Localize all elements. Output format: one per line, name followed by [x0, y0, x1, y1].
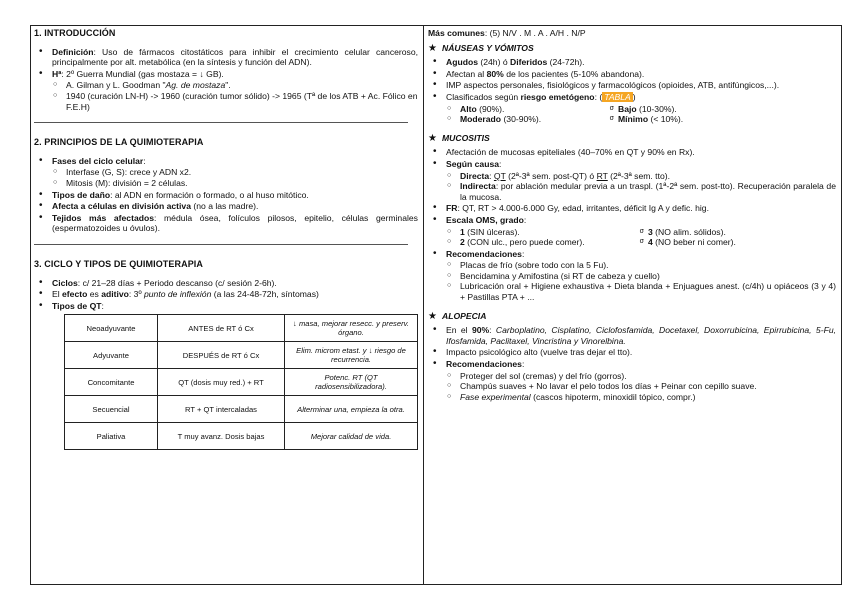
- mas-comunes: Más comunes: (5) N/V . M . A . A/H . N/P: [428, 28, 586, 38]
- list-item: • Tipos de QT:: [34, 301, 418, 312]
- list-item: ○ Lubricación oral + Higiene exhaustiva + Dieta blanda + Enjuagues anest. (c/4h) u opiáceos (3 y 4) + Pastillas PTA + ...: [446, 281, 836, 302]
- list-item: • Afectación de mucosas epiteliales (40–70% en QT y 90% en Rx).: [428, 147, 836, 158]
- tabla-tag: TABLA: [604, 91, 631, 102]
- list-item: • Definición: Uso de fármacos citostáticos para inhibir el crecimiento celular canceroso, principalmente por alt. metabólica (en la síntesis y función del ADN).: [34, 47, 418, 68]
- sigma-icon: σ: [609, 104, 614, 112]
- table-cell: Paliativa: [65, 423, 158, 450]
- table-row: [65, 423, 418, 450]
- mucositis-list: [428, 147, 836, 302]
- list-item: ○ 1940 (curación LN-H) -> 1960 (curación tumor sólido) -> 1965 (Tª de los ATB + Ac. Fólico en F.E.H): [52, 91, 418, 112]
- list-item: • Tipos de daño: al ADN en formación o formado, o al huso mitótico.: [34, 190, 418, 201]
- list-item: ○ Champús suaves + No lavar el pelo todos los días + Peinar con cepillo suave.: [446, 381, 836, 392]
- section-ciclo-tipos: [34, 259, 418, 450]
- section-title: 3. CICLO Y TIPOS DE QUIMIOTERAPIA: [34, 258, 203, 269]
- section-introduccion: [34, 28, 418, 112]
- table-cell: RT + QT intercaladas: [158, 396, 285, 423]
- table-cell: Neoadyuvante: [65, 315, 158, 342]
- table-cell: DESPUÉS de RT ó Cx: [158, 342, 285, 369]
- list-item: ○ Mitosis (M): división = 2 células.: [52, 178, 418, 189]
- list-item: ○ 1 (SIN úlceras). σ 3 (NO alim. sólidos).: [446, 227, 836, 238]
- list-item: • Afectan al 80% de los pacientes (5-10% abandona).: [428, 69, 836, 80]
- heading-nauseas: ★ NÁUSEAS Y VÓMITOS: [428, 42, 534, 54]
- list-item: • Recomendaciones: ○ Proteger del sol (cremas) y del frío (gorros). ○ Champús suaves + No lavar el pelo todos los días + Peinar con cepillo suave. ○ Fase experimental (cascos hipoterm, minoxidil tópico, compr.): [428, 359, 836, 402]
- table-row: [65, 369, 418, 396]
- sigma-icon: σ: [639, 227, 644, 235]
- list-item: • Ciclos: c/ 21–28 días + Periodo descanso (c/ sesión 2-6h).: [34, 278, 418, 289]
- list-item: ○ Fase experimental (cascos hipoterm, minoxidil tópico, compr.): [446, 392, 836, 403]
- sigma-icon: σ: [639, 238, 644, 246]
- list-item: • El efecto es aditivo: 3º punto de inflexión (a las 24-48-72h, síntomas): [34, 289, 418, 300]
- list-item: • Afecta a células en división activa (no a las madre).: [34, 201, 418, 212]
- column-divider: [423, 25, 424, 585]
- list-item: • Según causa: ○ Directa: QT (2ª-3ª sem. post-QT) ó RT (2ª-3ª sem. tto). ○ Indirecta: por ablación medular previa a un traspl. (1ª-2ª sem. post-tto). Recuperación paralela de la mucosa.: [428, 159, 836, 202]
- list-item: ○ Placas de frío (sobre todo con la 5 Fu).: [446, 260, 836, 271]
- table-cell: Secuencial: [65, 396, 158, 423]
- section-title: 2. PRINCIPIOS DE LA QUIMIOTERAPIA: [34, 137, 204, 148]
- table-cell: Alterminar una, empieza la otra.: [285, 396, 418, 423]
- table-cell: Adyuvante: [65, 342, 158, 369]
- alopecia-list: [428, 325, 836, 402]
- table-cell: Elim. microm etast. y ↓ riesgo de recurrencia.: [285, 342, 418, 369]
- star-icon: ★: [428, 132, 437, 144]
- table-cell: T muy avanz. Dosis bajas: [158, 423, 285, 450]
- list-item: • Agudos (24h) ó Diferidos (24-72h).: [428, 57, 836, 68]
- nauseas-list: [428, 57, 836, 125]
- divider-line: [34, 244, 408, 245]
- list-item: • Tejidos más afectados: médula ósea, folículos pilosos, epitelio, células germinales (espermatozoides u óvulos).: [34, 213, 418, 234]
- table-cell: Potenc. RT (QT radiosensibilizadora).: [285, 369, 418, 396]
- list-item: • Impacto psicológico alto (vuelve tras dejar el tto).: [428, 347, 836, 358]
- section-title: 1. INTRODUCCIÓN: [34, 28, 116, 38]
- table-row: [65, 396, 418, 423]
- divider-line: [34, 122, 408, 123]
- list-item: • FR: QT, RT > 4.000-6.000 Gy, edad, irritantes, déficit Ig A y defic. hig.: [428, 203, 836, 214]
- star-icon: ★: [428, 310, 437, 322]
- left-column: [34, 28, 418, 458]
- qt-types-table: [64, 314, 418, 450]
- list-item: ○ Alto (90%). σ Bajo (10-30%).: [446, 104, 836, 115]
- list-item: ○ Directa: QT (2ª-3ª sem. post-QT) ó RT (2ª-3ª sem. tto).: [446, 171, 836, 182]
- sigma-icon: σ: [609, 115, 614, 123]
- list-item: ○ Indirecta: por ablación medular previa a un traspl. (1ª-2ª sem. post-tto). Recuperación paralela de la mucosa.: [446, 181, 836, 202]
- list-item: ○ Interfase (G, S): crece y ADN x2.: [52, 167, 418, 178]
- list-item: • En el 90%: Carboplatino, Cisplatino, Ciclofosfamida, Docetaxel, Doxorrubicina, Epirrubicina, 5-Fu, Ifosfamida, Paclitaxel, Vincristina y Vinorelbina.: [428, 325, 836, 346]
- section-principios: [34, 137, 418, 234]
- right-column: [428, 28, 836, 403]
- heading-mucositis: ★ MUCOSITIS: [428, 132, 490, 144]
- list-item: • IMP aspectos personales, fisiológicos y farmacológicos (opioides, ATB, antifúngicos,...).: [428, 80, 836, 91]
- table-cell: ANTES de RT ó Cx: [158, 315, 285, 342]
- list-item: • Recomendaciones: ○ Placas de frío (sobre todo con la 5 Fu). ○ Bencidamina y Amifostina (si RT de cabeza y cuello) ○ Lubricación oral + Higiene exhaustiva + Dieta blanda + Enjuagues anest. (c/4h) u opiáceos (3 y 4) + Pastillas PTA + ...: [428, 249, 836, 303]
- list-item: ○ A. Gilman y L. Goodman "Ag. de mostaza".: [52, 80, 418, 91]
- list-item: • Clasificados según riesgo emetógeno: ( TABLA ) ○ Alto (90%). σ Bajo (10-30%). ○ Moderado (30-90%). σ Mínimo (< 10%).: [428, 92, 836, 125]
- list-item: ○ Bencidamina y Amifostina (si RT de cabeza y cuello): [446, 271, 836, 282]
- table-cell: ↓ masa, mejorar resecc. y preserv. órgano.: [285, 315, 418, 342]
- table-cell: Mejorar calidad de vida.: [285, 423, 418, 450]
- table-cell: QT (dosis muy red.) + RT: [158, 369, 285, 396]
- list-item: ○ 2 (CON ulc., pero puede comer). σ 4 (NO beber ni comer).: [446, 237, 836, 248]
- list-item: • Escala OMS, grado: ○ 1 (SIN úlceras). σ 3 (NO alim. sólidos). ○ 2 (CON ulc., pero puede comer). σ 4 (NO beber ni comer).: [428, 215, 836, 248]
- list-item: • Hª: 2º Guerra Mundial (gas mostaza = ↓ GB). ○ A. Gilman y L. Goodman "Ag. de mostaza". ○ 1940 (curación LN-H) -> 1960 (curación tumor sólido) -> 1965 (Tª de los ATB + Ac. Fólico en F.E.H): [34, 69, 418, 112]
- table-cell: Concomitante: [65, 369, 158, 396]
- table-row: [65, 315, 418, 342]
- list-item: • Fases del ciclo celular: ○ Interfase (G, S): crece y ADN x2. ○ Mitosis (M): división = 2 células.: [34, 156, 418, 189]
- table-row: [65, 342, 418, 369]
- star-icon: ★: [428, 42, 437, 54]
- list-item: ○ Proteger del sol (cremas) y del frío (gorros).: [446, 371, 836, 382]
- heading-alopecia: ★ ALOPECIA: [428, 310, 487, 322]
- list-item: ○ Moderado (30-90%). σ Mínimo (< 10%).: [446, 114, 836, 125]
